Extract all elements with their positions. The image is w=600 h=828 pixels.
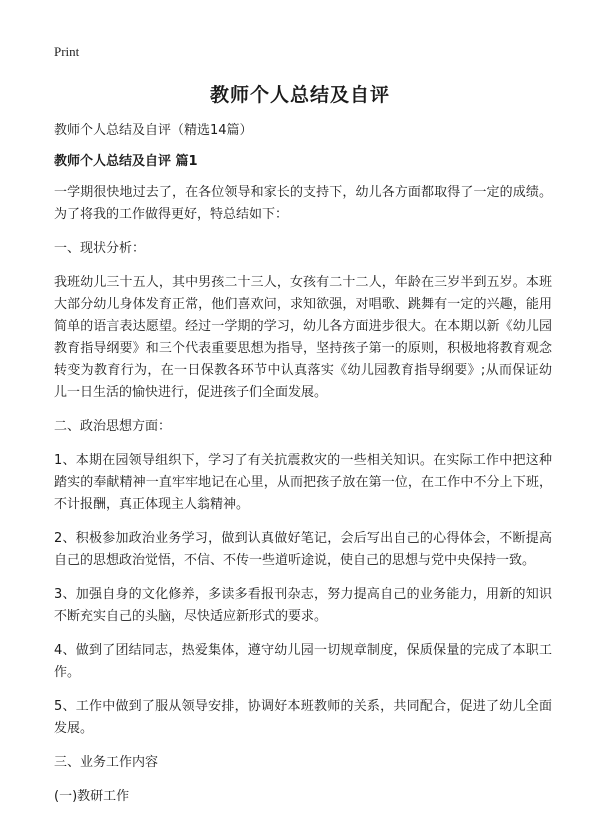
- document-subtitle: 教师个人总结及自评（精选14篇）: [54, 123, 253, 138]
- list-item-2: 2、积极参加政治业务学习，做到认真做好笔记，会后写出自己的心得体会，不断提高自己的思想政治觉悟，不信、不传一些道听途说，使自己的思想与党中央保持一致。: [54, 531, 552, 568]
- subheading-research-work: (一)教研工作: [54, 789, 130, 804]
- list-item-4: 4、做到了团结同志，热爱集体，遵守幼儿园一切规章制度，保质保量的完成了本职工作。: [54, 643, 552, 680]
- document-body: [54, 120, 552, 820]
- list-item-3: 3、加强自身的文化修养，多读多看报刊杂志，努力提高自己的业务能力，用新的知识不断充实自己的头脑，尽快适应新形式的要求。: [54, 587, 552, 624]
- page-title: 教师个人总结及自评: [209, 84, 390, 106]
- list-item-5: 5、工作中做到了服从领导安排，协调好本班教师的关系，共同配合，促进了幼儿全面发展。: [54, 699, 552, 736]
- section-heading: 教师个人总结及自评 篇1: [54, 154, 198, 169]
- heading-work-content: 三、业务工作内容: [54, 755, 159, 770]
- intro-paragraph: 一学期很快地过去了，在各位领导和家长的支持下，幼儿各方面都取得了一定的成绩。为了将我的工作做得更好，特总结如下：: [54, 185, 552, 222]
- status-analysis-paragraph: 我班幼儿三十五人，其中男孩二十三人，女孩有二十二人，年龄在三岁半到五岁。本班大部分幼儿身体发育正常，他们喜欢问，求知欲强，对唱歌、跳舞有一定的兴趣，能用简单的语言表达愿望。经过一学期的学习，幼儿各方面进步很大。在本期以新《幼儿园教育指导纲要》和三个代表重要思想为指导，坚持孩子第一的原则，积极地将教育观念转变为教育行为，在一日保教各环节中认真落实《幼儿园教育指导纲要》;从而保证幼儿一日生活的愉快进行，促进孩子们全面发展。: [54, 275, 552, 400]
- heading-political-thought: 二、政治思想方面：: [54, 419, 172, 434]
- heading-status-analysis: 一、现状分析：: [54, 241, 146, 256]
- print-link[interactable]: Print: [54, 44, 80, 59]
- list-item-1: 1、本期在园领导组织下，学习了有关抗震救灾的一些相关知识。在实际工作中把这种踏实的奉献精神一直牢牢地记在心里，从而把孩子放在第一位，在工作中不分上下班，不计报酬，真正体现主人翁精神。: [54, 453, 552, 512]
